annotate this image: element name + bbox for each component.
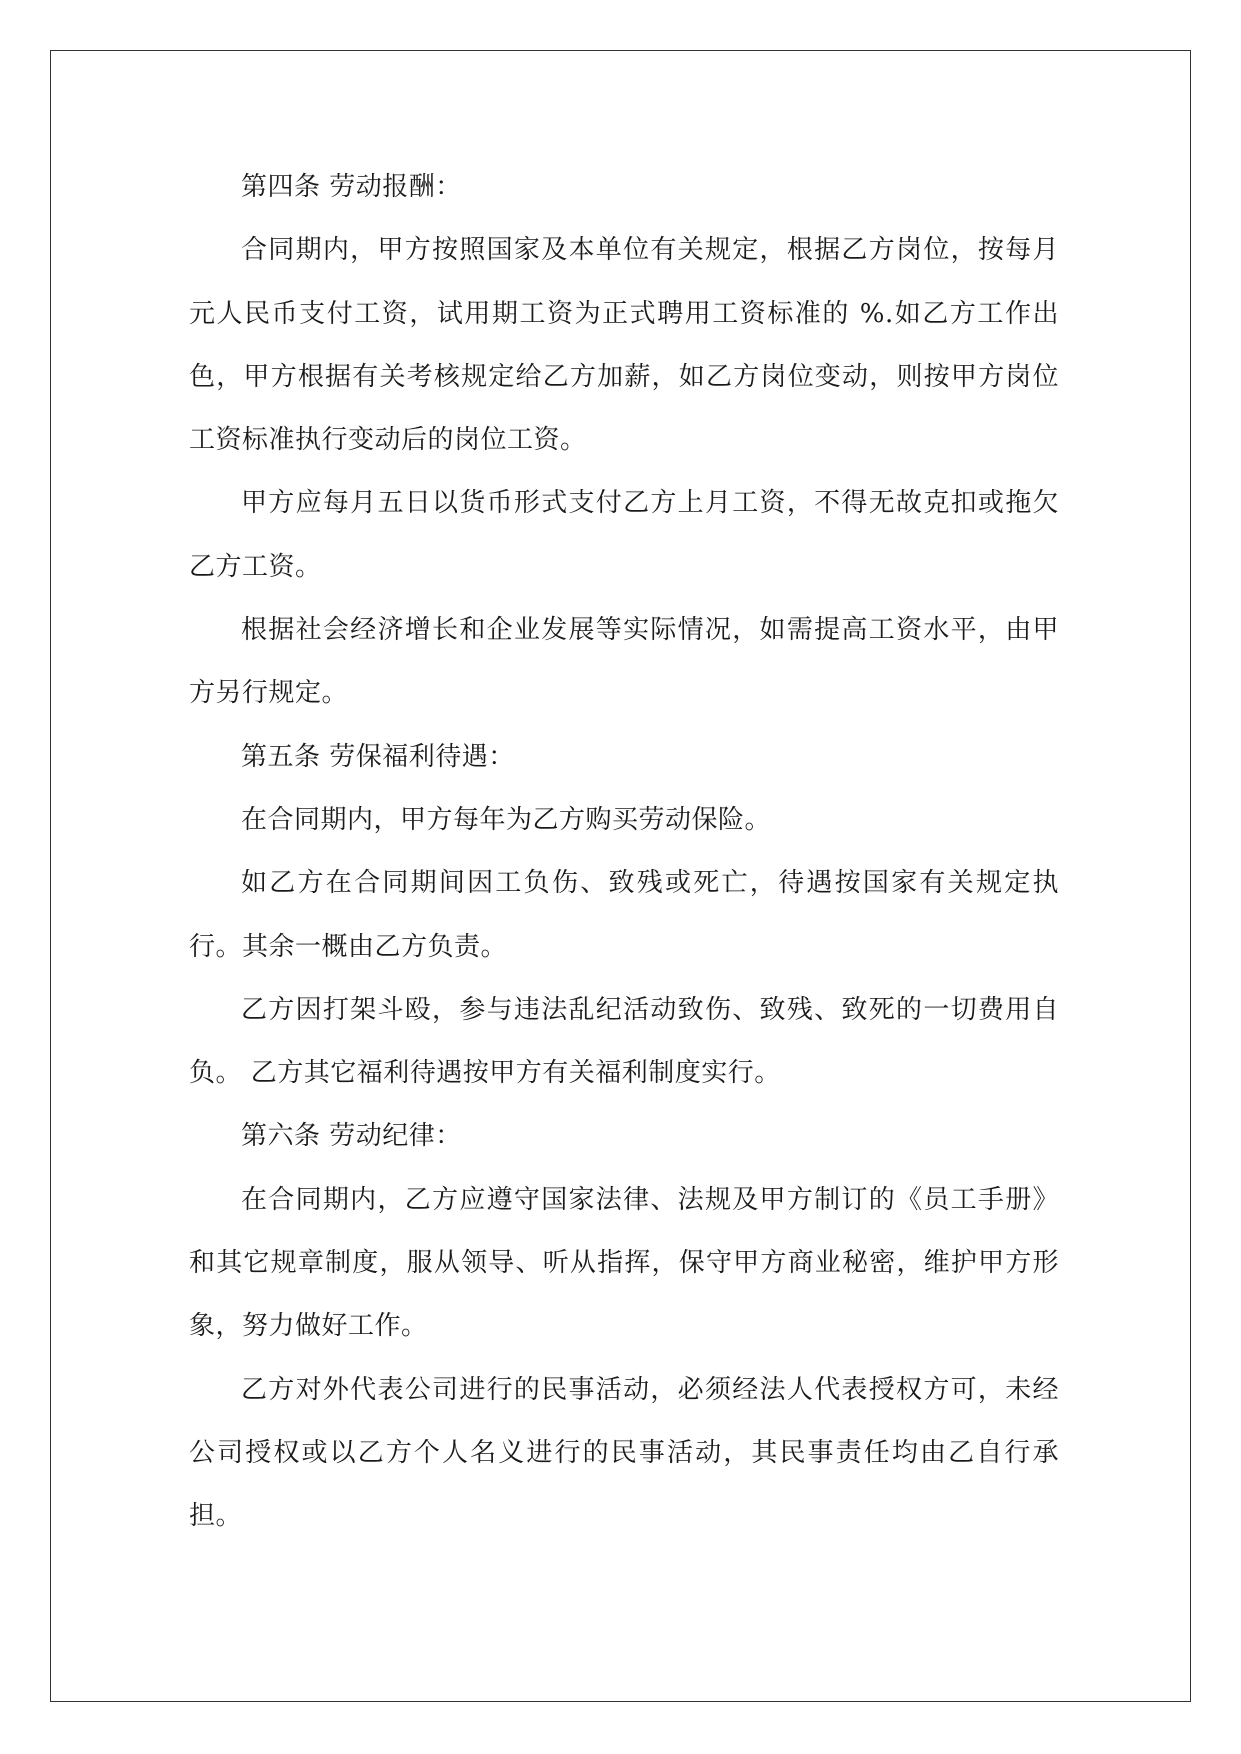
- article-4-heading: 第四条 劳动报酬：: [241, 172, 462, 202]
- article-4-paragraph-payday: 甲方应每月五日以货币形式支付乙方上月工资，不得无故克扣或拖欠乙方工资。: [189, 488, 1059, 582]
- article-6-heading: 第六条 劳动纪律：: [241, 1121, 462, 1152]
- article-4-paragraph-raise: 根据社会经济增长和企业发展等实际情况，如需提高工资水平，由甲方另行规定。: [189, 615, 1059, 709]
- document-body: [189, 156, 1059, 1549]
- article-4-paragraph-salary: 合同期内，甲方按照国家及本单位有关规定，根据乙方岗位，按每月元人民币支付工资，试用期工资为正式聘用工资标准的 %.如乙方工作出色，甲方根据有关考核规定给乙方加薪，如乙方岗位变动，则按甲方岗位工资标准执行变动后的岗位工资。: [189, 235, 1059, 456]
- article-5-paragraph-misconduct: 乙方因打架斗殴，参与违法乱纪活动致伤、致残、致死的一切费用自负。 乙方其它福利待遇按甲方有关福利制度实行。: [189, 994, 1059, 1089]
- article-5-paragraph-injury: 如乙方在合同期间因工负伤、致残或死亡，待遇按国家有关规定执行。其余一概由乙方负责。: [189, 868, 1059, 962]
- article-6-paragraph-rules: 在合同期内，乙方应遵守国家法律、法规及甲方制订的《员工手册》和其它规章制度，服从领导、听从指挥，保守甲方商业秘密，维护甲方形象，努力做好工作。: [189, 1184, 1059, 1342]
- article-5-heading: 第五条 劳保福利待遇：: [241, 741, 515, 772]
- article-5-paragraph-insurance: 在合同期内，甲方每年为乙方购买劳动保险。: [241, 804, 772, 835]
- article-6-paragraph-civil-activity: 乙方对外代表公司进行的民事活动，必须经法人代表授权方可，未经公司授权或以乙方个人名义进行的民事活动，其民事责任均由乙自行承担。: [189, 1374, 1059, 1532]
